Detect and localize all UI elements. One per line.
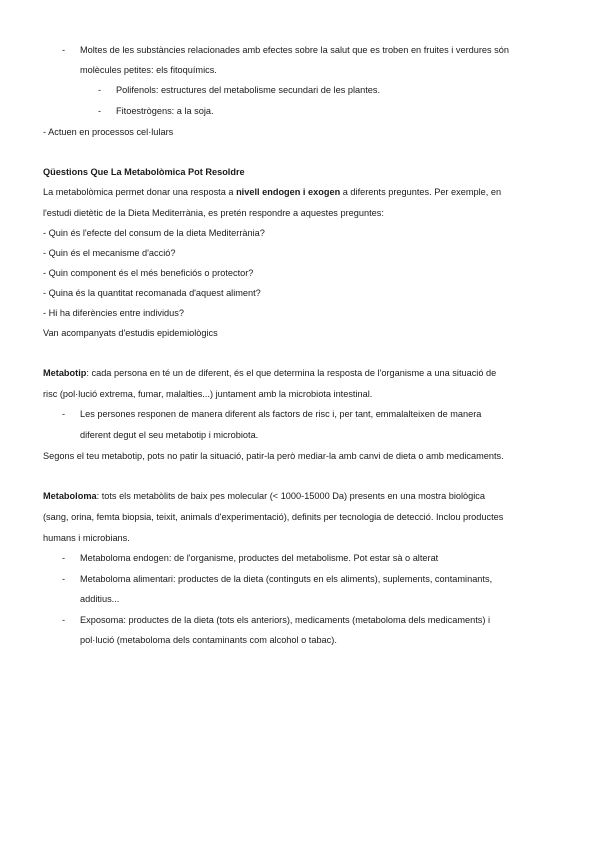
questions-closing: Van acompanyats d'estudis epidemiològics bbox=[43, 328, 218, 338]
metaboloma-alimentari-item: additius... bbox=[80, 594, 120, 604]
metabotip-bullet-line: diferent degut el seu metabotip i microbiota. bbox=[80, 430, 259, 440]
metabotip-definition-line bbox=[43, 367, 496, 379]
question-item: - Quin component és el més beneficiós o protector? bbox=[43, 268, 254, 278]
intro-item-line: Moltes de les substàncies relacionades amb efectes sobre la salut que es troben en fruites i verdures són bbox=[80, 45, 509, 55]
sub-item-fitoestrogens: Fitoestrògens: a la soja. bbox=[116, 106, 214, 116]
question-item: - Quin és el mecanisme d'acció? bbox=[43, 248, 176, 258]
exposoma-item: pol·lució (metaboloma dels contaminants com alcohol o tabac). bbox=[80, 635, 337, 645]
term-metabotip: Metabotip bbox=[43, 368, 87, 378]
paragraph-text: La metabolòmica permet donar una resposta a bbox=[43, 187, 237, 197]
list-bullet: - bbox=[62, 615, 66, 625]
list-bullet: - bbox=[62, 574, 66, 584]
metabotip-definition-line: risc (pol·lució extrema, fumar, malalties...) juntament amb la microbiota intestinal. bbox=[43, 389, 373, 399]
questions-paragraph-line: l'estudi dietètic de la Dieta Mediterrània, es pretén respondre a aquestes preguntes: bbox=[43, 208, 384, 218]
section-heading: Qüestions Que La Metabolòmica Pot Resoldre bbox=[43, 167, 245, 177]
intro-item-line: molècules petites: els fitoquímics. bbox=[80, 65, 217, 75]
question-item: - Quina és la quantitat recomanada d'aquest aliment? bbox=[43, 288, 261, 298]
question-item: - Hi ha diferències entre individus? bbox=[43, 308, 184, 318]
list-bullet: - bbox=[62, 409, 66, 419]
list-bullet: - bbox=[98, 85, 102, 95]
term-metaboloma: Metaboloma bbox=[43, 491, 97, 501]
list-bullet: - bbox=[98, 106, 102, 116]
emphasis-text: nivell endogen i exogen bbox=[236, 187, 341, 197]
intro-closing: - Actuen en processos cel·lulars bbox=[43, 127, 174, 137]
metaboloma-endogen-item: Metaboloma endogen: de l'organisme, productes del metabolisme. Pot estar sà o alterat bbox=[80, 553, 439, 563]
metaboloma-definition-line bbox=[43, 490, 485, 502]
sub-item-polifenols: Polifenols: estructures del metabolisme secundari de les plantes. bbox=[116, 85, 381, 95]
exposoma-item: Exposoma: productes de la dieta (tots els anteriors), medicaments (metaboloma dels medicaments) i bbox=[80, 615, 491, 625]
paragraph-text: a diferents preguntes. Per exemple, en bbox=[340, 187, 502, 197]
metaboloma-definition-line: humans i microbians. bbox=[43, 533, 130, 543]
question-item: - Quin és l'efecte del consum de la dieta Mediterrània? bbox=[43, 228, 265, 238]
list-bullet: - bbox=[62, 45, 66, 55]
metabotip-bullet-line: Les persones responen de manera diferent als factors de risc i, per tant, emmalalteixen de manera bbox=[80, 409, 482, 419]
definition-text: : cada persona en té un de diferent, és el que determina la resposta de l'organisme a una situació de bbox=[86, 368, 497, 378]
questions-paragraph-line bbox=[43, 186, 501, 198]
metaboloma-definition-line: (sang, orina, femta biopsia, teixit, animals d'experimentació), definits per tecnologia de detecció. Inclou productes bbox=[43, 512, 504, 522]
metabotip-closing: Segons el teu metabotip, pots no patir la situació, patir-la però mediar-la amb canvi de dieta o amb medicaments. bbox=[43, 451, 504, 461]
list-bullet: - bbox=[62, 553, 66, 563]
metaboloma-alimentari-item: Metaboloma alimentari: productes de la dieta (continguts en els aliments), suplements, contaminants, bbox=[80, 574, 493, 584]
definition-text: : tots els metabòlits de baix pes molecular (< 1000-15000 Da) presents en una mostra biològica bbox=[96, 491, 485, 501]
